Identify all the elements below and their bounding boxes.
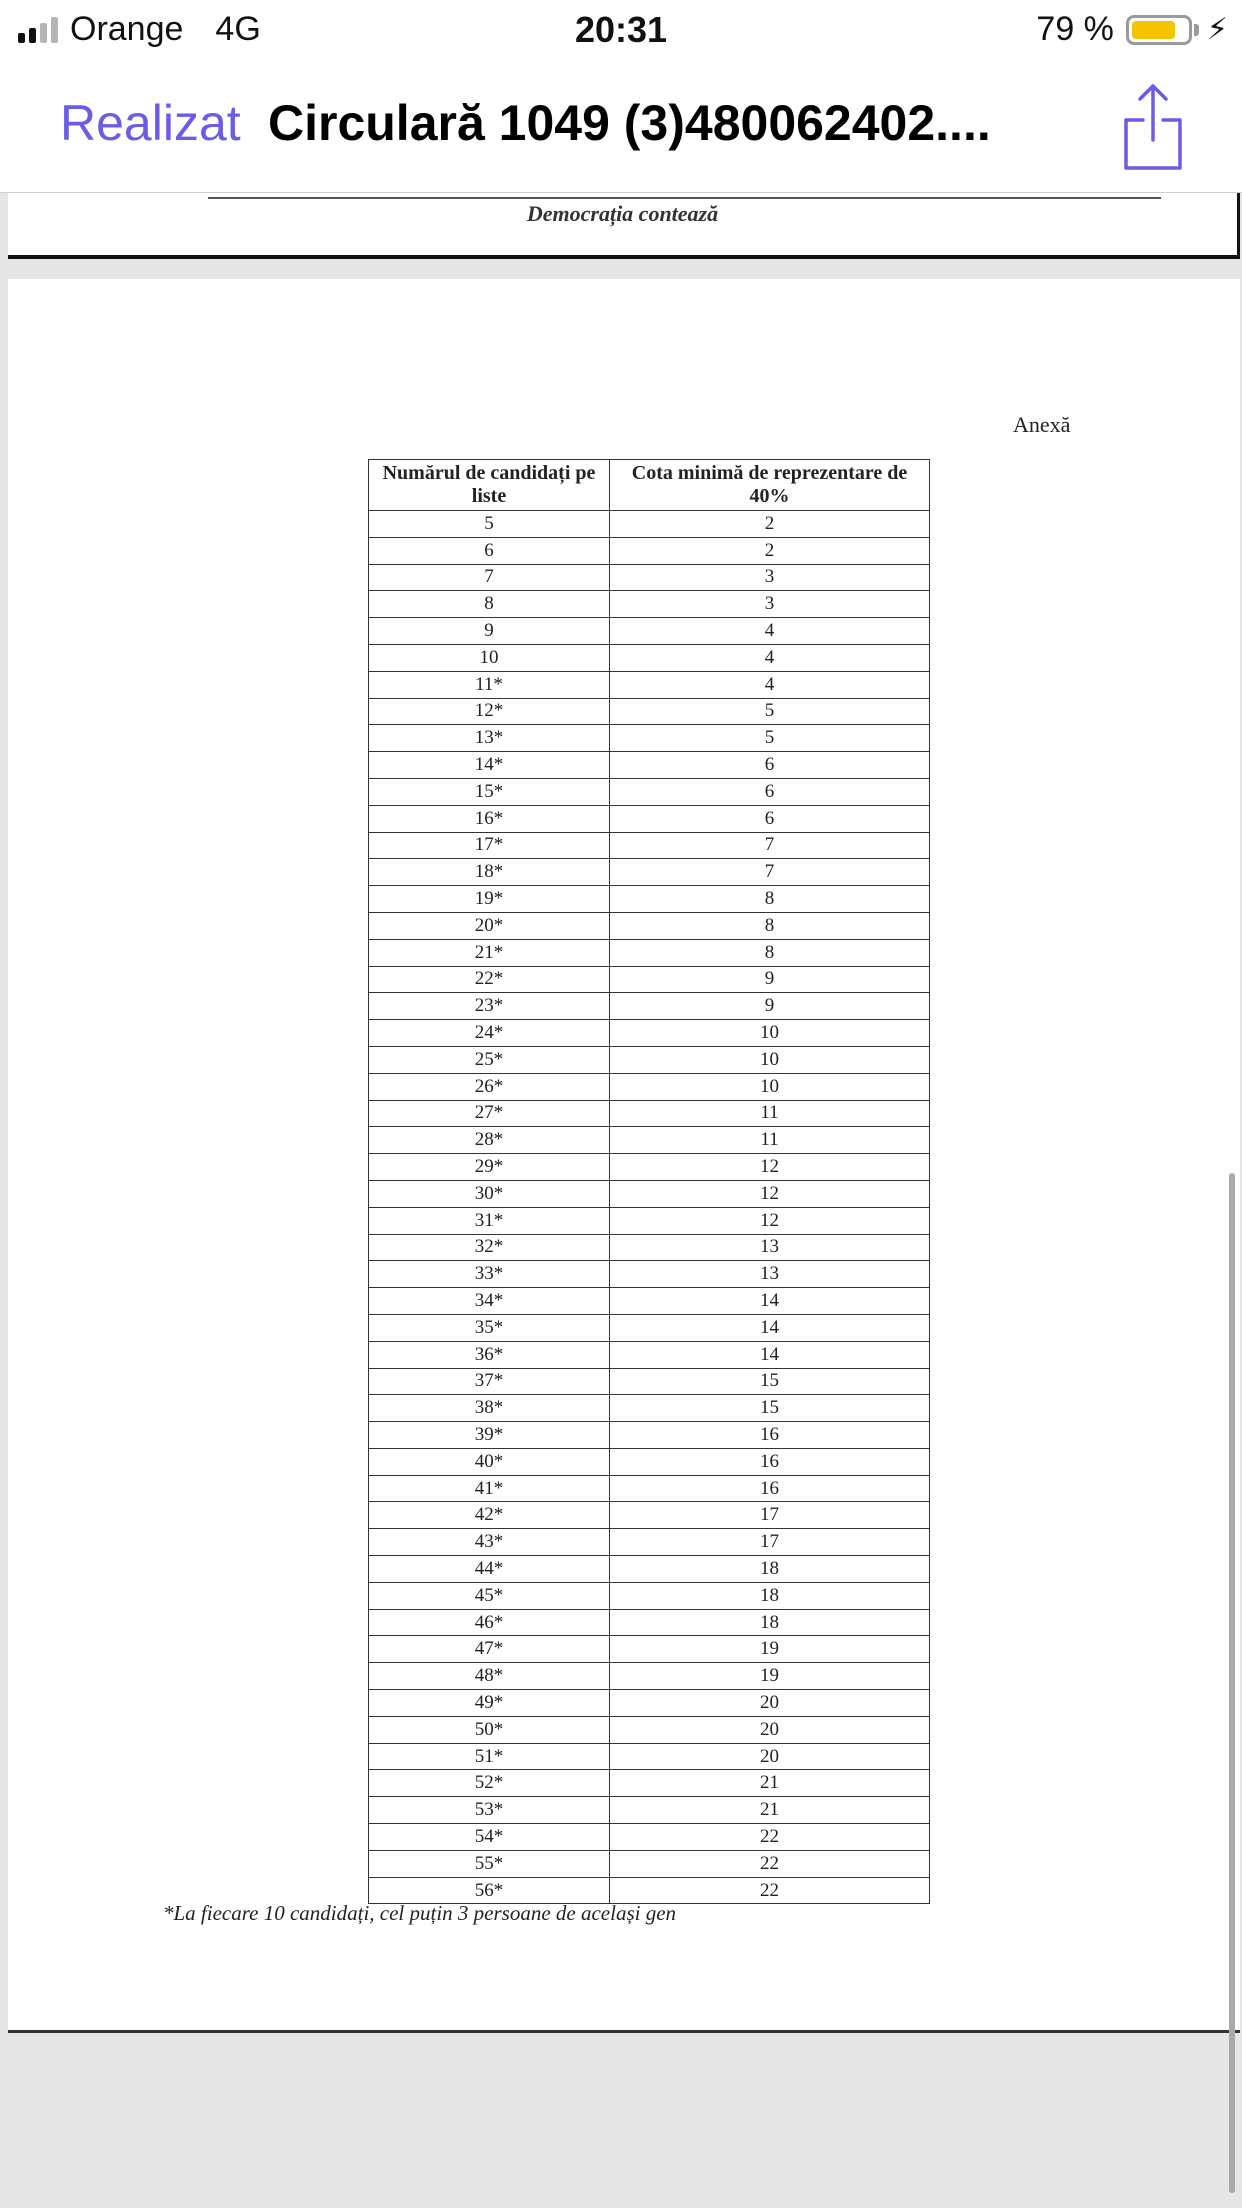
quota-cell: 5 (610, 725, 930, 752)
table-row (369, 805, 930, 832)
footnote: *La fiecare 10 candidați, cel puțin 3 persoane de același gen (163, 1901, 677, 1925)
table-row (369, 1824, 930, 1851)
done-button[interactable]: Realizat (60, 95, 241, 151)
candidates-cell: 9 (369, 618, 610, 645)
quota-cell: 10 (610, 1046, 930, 1073)
quota-cell: 12 (610, 1154, 930, 1181)
candidates-cell: 7 (369, 564, 610, 591)
table-row (369, 1341, 930, 1368)
quota-cell: 10 (610, 1020, 930, 1047)
candidates-cell: 34* (369, 1288, 610, 1315)
quota-cell: 19 (610, 1663, 930, 1690)
table-row (369, 1582, 930, 1609)
table-row (369, 618, 930, 645)
quota-cell: 15 (610, 1395, 930, 1422)
table-row (369, 591, 930, 618)
navigation-bar (0, 64, 1242, 193)
table-row (369, 1395, 930, 1422)
candidates-cell: 36* (369, 1341, 610, 1368)
quota-cell: 13 (610, 1234, 930, 1261)
candidates-cell: 22* (369, 966, 610, 993)
candidates-cell: 25* (369, 1046, 610, 1073)
quota-cell: 15 (610, 1368, 930, 1395)
candidates-cell: 14* (369, 752, 610, 779)
table-row (369, 832, 930, 859)
candidates-cell: 44* (369, 1556, 610, 1583)
candidates-cell: 19* (369, 886, 610, 913)
quota-cell: 18 (610, 1582, 930, 1609)
candidates-cell: 40* (369, 1448, 610, 1475)
quota-cell: 14 (610, 1341, 930, 1368)
table-row (369, 1073, 930, 1100)
quota-cell: 14 (610, 1314, 930, 1341)
table-row (369, 1127, 930, 1154)
candidates-cell: 32* (369, 1234, 610, 1261)
table-row (369, 912, 930, 939)
document-title: Circulară 1049 (3)480062402.... (268, 95, 991, 151)
table-row (369, 1502, 930, 1529)
candidates-cell: 46* (369, 1609, 610, 1636)
table-row (369, 939, 930, 966)
quota-cell: 4 (610, 618, 930, 645)
quota-cell: 8 (610, 912, 930, 939)
table-row (369, 671, 930, 698)
quota-cell: 19 (610, 1636, 930, 1663)
table-row (369, 1529, 930, 1556)
quota-cell: 8 (610, 939, 930, 966)
table-row (369, 1690, 930, 1717)
candidates-cell: 30* (369, 1180, 610, 1207)
quota-cell: 20 (610, 1716, 930, 1743)
candidates-cell: 43* (369, 1529, 610, 1556)
table-row (369, 966, 930, 993)
table-row (369, 725, 930, 752)
quota-cell: 8 (610, 886, 930, 913)
quota-table (368, 459, 930, 1904)
quota-cell: 9 (610, 966, 930, 993)
table-row (369, 1850, 930, 1877)
footer-rule (208, 197, 1161, 199)
page-footer-text: Democrația contează (526, 201, 719, 226)
candidates-cell: 16* (369, 805, 610, 832)
quota-cell: 6 (610, 752, 930, 779)
document-viewer[interactable] (0, 193, 1242, 2208)
candidates-cell: 28* (369, 1127, 610, 1154)
candidates-cell: 26* (369, 1073, 610, 1100)
table-row (369, 886, 930, 913)
network-type: 4G (215, 10, 261, 48)
battery-tip (1194, 24, 1199, 36)
table-row (369, 859, 930, 886)
share-icon[interactable] (1118, 82, 1188, 172)
quota-cell: 17 (610, 1502, 930, 1529)
quota-cell: 16 (610, 1475, 930, 1502)
candidates-cell: 56* (369, 1877, 610, 1904)
candidates-cell: 54* (369, 1824, 610, 1851)
candidates-cell: 29* (369, 1154, 610, 1181)
quota-cell: 21 (610, 1797, 930, 1824)
quota-cell: 6 (610, 805, 930, 832)
candidates-cell: 49* (369, 1690, 610, 1717)
annex-label: Anexă (1013, 412, 1071, 437)
table-row (369, 1609, 930, 1636)
candidates-cell: 23* (369, 993, 610, 1020)
battery-percent: 79 % (1036, 10, 1114, 48)
candidates-cell: 8 (369, 591, 610, 618)
table-row (369, 644, 930, 671)
quota-cell: 10 (610, 1073, 930, 1100)
candidates-cell: 11* (369, 671, 610, 698)
quota-cell: 9 (610, 993, 930, 1020)
status-right (1036, 10, 1228, 49)
battery-icon (1126, 15, 1192, 45)
candidates-cell: 5 (369, 511, 610, 538)
table-row (369, 1261, 930, 1288)
quota-cell: 17 (610, 1529, 930, 1556)
quota-cell: 5 (610, 698, 930, 725)
table-row (369, 1100, 930, 1127)
candidates-cell: 55* (369, 1850, 610, 1877)
table-row (369, 1877, 930, 1904)
candidates-cell: 48* (369, 1663, 610, 1690)
quota-cell: 20 (610, 1690, 930, 1717)
table-row (369, 1368, 930, 1395)
candidates-cell: 35* (369, 1314, 610, 1341)
quota-cell: 3 (610, 591, 930, 618)
table-row (369, 1020, 930, 1047)
quota-cell: 13 (610, 1261, 930, 1288)
candidates-cell: 52* (369, 1770, 610, 1797)
candidates-cell: 37* (369, 1368, 610, 1395)
table-row (369, 1154, 930, 1181)
quota-cell: 18 (610, 1609, 930, 1636)
previous-page (8, 193, 1240, 259)
table-row (369, 1475, 930, 1502)
quota-cell: 7 (610, 832, 930, 859)
candidates-cell: 10 (369, 644, 610, 671)
quota-cell: 4 (610, 671, 930, 698)
candidates-cell: 27* (369, 1100, 610, 1127)
quota-cell: 16 (610, 1448, 930, 1475)
quota-cell: 16 (610, 1422, 930, 1449)
quota-cell: 3 (610, 564, 930, 591)
quota-cell: 2 (610, 511, 930, 538)
table-row (369, 1314, 930, 1341)
candidates-cell: 12* (369, 698, 610, 725)
quota-cell: 21 (610, 1770, 930, 1797)
candidates-cell: 47* (369, 1636, 610, 1663)
quota-cell: 11 (610, 1127, 930, 1154)
carrier-name: Orange (70, 10, 184, 48)
table-row (369, 1743, 930, 1770)
table-header-row (369, 460, 930, 511)
candidates-cell: 39* (369, 1422, 610, 1449)
scrollbar[interactable] (1229, 1173, 1235, 2193)
table-row (369, 1448, 930, 1475)
table-row (369, 1636, 930, 1663)
table-row (369, 1770, 930, 1797)
table-row (369, 1234, 930, 1261)
table-row (369, 1663, 930, 1690)
annex-page (8, 279, 1240, 2033)
header-candidates: Numărul de candidați pe liste (369, 460, 610, 511)
candidates-cell: 24* (369, 1020, 610, 1047)
header-quota: Cota minimă de reprezentare de 40% (610, 460, 930, 511)
quota-cell: 12 (610, 1180, 930, 1207)
candidates-cell: 18* (369, 859, 610, 886)
table-row (369, 1716, 930, 1743)
candidates-cell: 45* (369, 1582, 610, 1609)
candidates-cell: 15* (369, 778, 610, 805)
quota-cell: 20 (610, 1743, 930, 1770)
quota-cell: 2 (610, 537, 930, 564)
table-body (369, 511, 930, 1904)
candidates-cell: 53* (369, 1797, 610, 1824)
table-row (369, 698, 930, 725)
quota-cell: 7 (610, 859, 930, 886)
quota-cell: 6 (610, 778, 930, 805)
table-row (369, 752, 930, 779)
table-row (369, 1422, 930, 1449)
candidates-cell: 38* (369, 1395, 610, 1422)
table-row (369, 1207, 930, 1234)
quota-cell: 12 (610, 1207, 930, 1234)
quota-cell: 22 (610, 1824, 930, 1851)
quota-cell: 22 (610, 1877, 930, 1904)
table-row (369, 564, 930, 591)
candidates-cell: 51* (369, 1743, 610, 1770)
table-row (369, 993, 930, 1020)
table-row (369, 1046, 930, 1073)
candidates-cell: 21* (369, 939, 610, 966)
candidates-cell: 33* (369, 1261, 610, 1288)
candidates-cell: 13* (369, 725, 610, 752)
candidates-cell: 17* (369, 832, 610, 859)
candidates-cell: 20* (369, 912, 610, 939)
table-row (369, 537, 930, 564)
table-row (369, 511, 930, 538)
table-row (369, 1797, 930, 1824)
quota-cell: 18 (610, 1556, 930, 1583)
charging-bolt-icon: ⚡︎ (1206, 13, 1228, 46)
candidates-cell: 41* (369, 1475, 610, 1502)
candidates-cell: 31* (369, 1207, 610, 1234)
table-row (369, 1288, 930, 1315)
quota-cell: 11 (610, 1100, 930, 1127)
quota-cell: 4 (610, 644, 930, 671)
table-row (369, 778, 930, 805)
quota-cell: 14 (610, 1288, 930, 1315)
clock: 20:31 (574, 9, 668, 50)
status-bar (0, 0, 1242, 64)
quota-cell: 22 (610, 1850, 930, 1877)
candidates-cell: 6 (369, 537, 610, 564)
candidates-cell: 42* (369, 1502, 610, 1529)
candidates-cell: 50* (369, 1716, 610, 1743)
table-row (369, 1556, 930, 1583)
table-row (369, 1180, 930, 1207)
